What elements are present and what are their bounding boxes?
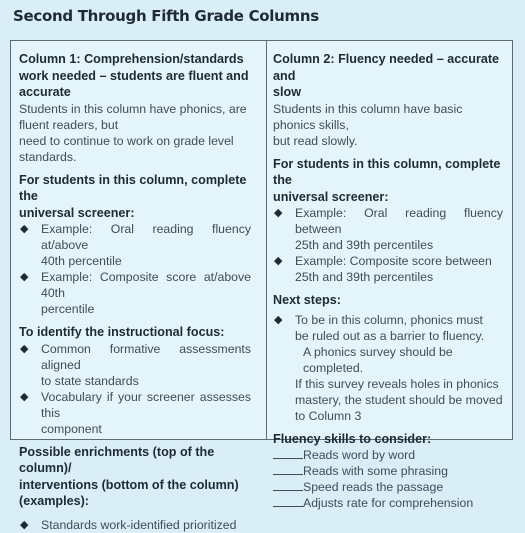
screener-heading — [19, 172, 251, 222]
column-1-heading — [19, 51, 251, 101]
bullet-line: percentile — [41, 302, 95, 316]
skill-text: Reads with some phrasing — [303, 464, 448, 478]
bullet-line: 25th and 39th percentiles — [295, 238, 434, 252]
heading-line: For students in this column, complete the — [273, 156, 501, 187]
diamond-bullet-icon: ◆ — [274, 207, 283, 219]
list-item — [19, 341, 251, 389]
column-1 — [19, 51, 251, 533]
heading-line: accurate — [19, 85, 71, 99]
columns-table — [10, 40, 513, 532]
blank-line — [273, 447, 303, 459]
bullet-line: 25th and 39th percentiles — [295, 270, 434, 284]
diamond-bullet-icon: ◆ — [274, 255, 283, 267]
text-line: A phonics survey should be completed. — [303, 344, 453, 375]
diamond-bullet-icon: ◆ — [20, 518, 29, 531]
fluency-skills-heading: Fluency skills to consider: — [273, 431, 432, 446]
column-2-heading — [273, 51, 503, 101]
diamond-bullet-icon: ◆ — [20, 271, 29, 283]
list-item — [273, 253, 503, 285]
diamond-bullet-icon: ◆ — [20, 223, 29, 235]
column-divider — [266, 41, 267, 439]
bullet-line: 40th percentile — [41, 254, 122, 268]
skill-text: Reads word by word — [303, 448, 416, 462]
column-1-intro — [19, 101, 251, 165]
column-2 — [273, 51, 503, 511]
list-item — [273, 463, 503, 479]
list-item — [273, 205, 503, 253]
heading-line: Column 2: Fluency needed – accurate and — [273, 52, 500, 83]
bullet-line: Standards work-identified prioritized — [41, 517, 237, 532]
column-2-intro — [273, 101, 503, 149]
list-item — [273, 479, 503, 495]
bullet-line: To be in this column, phonics must — [295, 312, 483, 327]
heading-line: universal screener: — [19, 205, 135, 220]
bullet-line: Example: Composite score at/above 40th — [41, 270, 251, 300]
list-item — [273, 447, 503, 463]
list-item — [19, 269, 251, 317]
text-line: If this survey reveals holes in phonics — [295, 376, 499, 391]
blank-line — [273, 463, 303, 475]
diamond-bullet-icon: ◆ — [20, 342, 29, 355]
enrichments-heading — [19, 444, 251, 510]
focus-heading: To identify the instructional focus: — [19, 325, 225, 339]
skill-text: Adjusts rate for comprehension — [303, 496, 474, 510]
page-title: Second Through Fifth Grade Columns — [13, 7, 319, 25]
heading-line: (examples): — [19, 494, 89, 508]
text-line: to Column 3 — [295, 408, 362, 423]
intro-line: fluent readers, but — [19, 117, 119, 132]
list-item — [19, 389, 251, 437]
heading-line: For students in this column, complete the — [19, 172, 247, 203]
next-steps-text — [273, 328, 503, 424]
heading-line: work needed – students are fluent and — [19, 68, 249, 83]
intro-line: Students in this column have basic phonics skills, — [273, 101, 463, 132]
list-item — [19, 221, 251, 269]
bullet-line: Example: Composite score between — [295, 254, 492, 268]
bullet-line: Example: Oral reading fluency at/above — [41, 222, 251, 252]
list-item — [273, 495, 503, 511]
screener-heading — [273, 156, 503, 206]
heading-line: universal screener: — [273, 189, 389, 204]
fluency-skills-list — [273, 447, 503, 511]
diamond-bullet-icon: ◆ — [274, 313, 283, 326]
heading-line: slow — [273, 85, 301, 99]
heading-line: Column 1: Comprehension/standards — [19, 52, 244, 66]
text-line: mastery, the student should be moved — [295, 392, 503, 407]
intro-line: need to continue to work on grade level — [19, 133, 234, 148]
heading-line: Possible enrichments (top of the column)/ — [19, 444, 215, 475]
intro-line: standards. — [19, 149, 77, 164]
bullet-line: to state standards — [41, 373, 139, 388]
intro-line: but read slowly. — [273, 133, 358, 148]
bullet-line: Vocabulary if your screener assesses this — [41, 389, 251, 420]
blank-line — [273, 495, 303, 507]
next-steps-heading: Next steps: — [273, 293, 341, 307]
intro-line: Students in this column have phonics, are — [19, 101, 247, 116]
text-line: be ruled out as a barrier to fluency. — [295, 328, 485, 343]
bullet-line: Example: Oral reading fluency between — [295, 206, 503, 236]
skill-text: Speed reads the passage — [303, 480, 444, 494]
blank-line — [273, 479, 303, 491]
diamond-bullet-icon: ◆ — [20, 390, 29, 403]
heading-line: interventions (bottom of the column) — [19, 477, 239, 492]
list-item — [273, 312, 503, 328]
bullet-line: component — [41, 421, 102, 436]
bullet-line: Common formative assessments aligned — [41, 341, 251, 372]
list-item — [19, 517, 251, 533]
